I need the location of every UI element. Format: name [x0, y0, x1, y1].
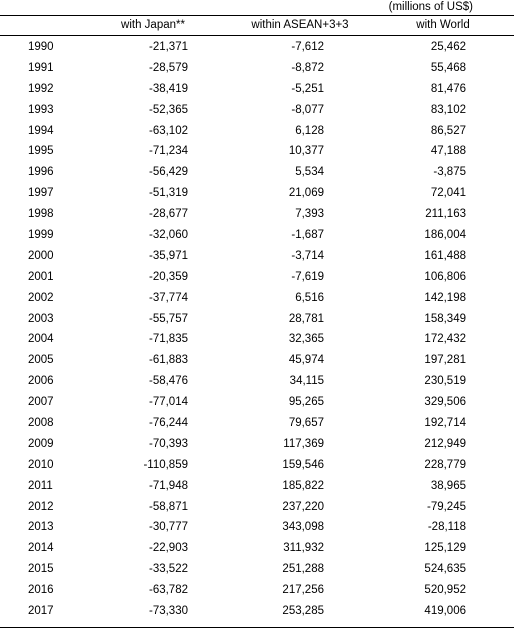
- year-cell: 2012: [28, 500, 54, 513]
- year-cell: 1995: [28, 145, 54, 158]
- with-world-cell: -28,118: [427, 521, 466, 534]
- table-row: [0, 288, 514, 309]
- table-row: [0, 392, 514, 413]
- with-japan-cell: -33,522: [148, 563, 188, 576]
- within-asean-cell: 34,115: [289, 375, 324, 388]
- year-cell: 1994: [28, 124, 54, 137]
- table-row: [0, 538, 514, 559]
- year-cell: 1998: [28, 208, 54, 221]
- year-cell: 2008: [28, 417, 54, 430]
- with-world-cell: 25,462: [430, 41, 466, 53]
- with-world-cell: 47,188: [430, 145, 466, 158]
- within-asean-cell: 7,393: [295, 208, 324, 221]
- with-japan-cell: -58,476: [148, 375, 188, 388]
- within-asean-cell: -7,612: [291, 41, 324, 53]
- within-asean-cell: -8,872: [291, 61, 324, 74]
- table-row: [0, 162, 514, 183]
- table-row: [0, 413, 514, 434]
- with-world-cell: 192,714: [424, 417, 466, 430]
- within-asean-cell: 45,974: [288, 354, 324, 367]
- table-body: [0, 37, 514, 622]
- year-cell: 2004: [28, 333, 54, 346]
- within-asean-cell: 237,220: [282, 500, 324, 513]
- with-japan-cell: -56,429: [148, 166, 188, 179]
- within-asean-cell: 6,128: [295, 124, 324, 137]
- within-asean-cell: 253,285: [282, 605, 324, 618]
- with-japan-cell: -37,774: [148, 291, 188, 304]
- with-world-cell: 419,006: [424, 605, 466, 618]
- year-cell: 2007: [28, 396, 54, 409]
- table-row: [0, 246, 514, 267]
- with-world-cell: 161,488: [424, 249, 466, 262]
- table-row: [0, 37, 514, 58]
- with-world-cell: 212,949: [424, 437, 466, 450]
- with-japan-cell: -58,871: [148, 500, 188, 513]
- with-japan-cell: -73,330: [148, 605, 188, 618]
- with-japan-cell: -28,579: [148, 61, 188, 74]
- table-row: [0, 329, 514, 350]
- year-cell: 2002: [28, 291, 54, 304]
- table-row: [0, 225, 514, 246]
- with-world-cell: 125,129: [424, 542, 466, 555]
- with-japan-cell: -35,971: [148, 249, 188, 262]
- with-japan-cell: -30,777: [148, 521, 188, 534]
- with-world-cell: 211,163: [425, 208, 466, 221]
- year-cell: 2000: [28, 249, 54, 262]
- with-world-cell: 158,349: [424, 312, 466, 325]
- table-row: [0, 100, 514, 121]
- year-cell: 2010: [28, 458, 54, 471]
- with-japan-cell: -71,948: [148, 479, 188, 492]
- within-asean-cell: 185,822: [282, 479, 324, 492]
- with-world-cell: 106,806: [424, 270, 466, 283]
- year-cell: 2009: [28, 437, 54, 450]
- with-japan-cell: -71,835: [148, 333, 188, 346]
- table-row: [0, 476, 514, 497]
- table-row: [0, 601, 514, 622]
- table-row: [0, 204, 514, 225]
- year-cell: 1990: [28, 41, 54, 53]
- with-japan-cell: -22,903: [148, 542, 188, 555]
- within-asean-cell: 6,516: [295, 291, 324, 304]
- year-cell: 2006: [28, 375, 54, 388]
- with-world-cell: 83,102: [430, 103, 466, 116]
- table-row: [0, 141, 514, 162]
- within-asean-cell: 32,365: [288, 333, 324, 346]
- year-cell: 2014: [28, 542, 54, 555]
- with-japan-cell: -63,102: [148, 124, 188, 137]
- within-asean-cell: 343,098: [282, 521, 324, 534]
- table-row: [0, 434, 514, 455]
- table-row: [0, 517, 514, 538]
- with-world-cell: 86,527: [430, 124, 466, 137]
- with-world-cell: 197,281: [424, 354, 466, 367]
- with-world-cell: 172,432: [424, 333, 466, 346]
- column-header-row: [0, 15, 514, 36]
- with-world-cell: 520,952: [424, 584, 466, 597]
- with-japan-cell: -51,319: [148, 187, 188, 200]
- table-row: [0, 183, 514, 204]
- with-japan-cell: -28,677: [148, 208, 188, 221]
- within-asean-cell: 79,657: [288, 417, 324, 430]
- with-japan-cell: -63,782: [148, 584, 188, 597]
- bottom-rule: [0, 627, 514, 628]
- year-cell: 1992: [28, 82, 54, 95]
- within-asean-cell: 95,265: [288, 396, 324, 409]
- year-cell: 2001: [28, 270, 54, 283]
- year-cell: 2017: [28, 605, 54, 618]
- with-world-cell: 81,476: [430, 82, 466, 95]
- table-row: [0, 371, 514, 392]
- table-row: [0, 497, 514, 518]
- within-asean-cell: -3,714: [291, 249, 324, 262]
- within-asean-cell: 117,369: [283, 437, 324, 450]
- year-cell: 2003: [28, 312, 54, 325]
- year-cell: 1999: [28, 229, 54, 242]
- year-cell: 1993: [28, 103, 54, 116]
- within-asean-cell: 159,546: [282, 458, 324, 471]
- within-asean-cell: 5,534: [295, 166, 324, 179]
- within-asean-cell: 217,256: [282, 584, 324, 597]
- with-world-cell: 142,198: [424, 291, 466, 304]
- with-world-cell: 230,519: [424, 375, 466, 388]
- table-row: [0, 455, 514, 476]
- year-cell: 2011: [28, 479, 53, 492]
- with-japan-cell: -38,419: [148, 82, 188, 95]
- year-cell: 2015: [28, 563, 54, 576]
- table-row: [0, 559, 514, 580]
- within-asean-cell: 251,288: [282, 563, 324, 576]
- with-japan-cell: -77,014: [148, 396, 188, 409]
- with-world-cell: -3,875: [433, 166, 466, 179]
- year-cell: 1996: [28, 166, 54, 179]
- table-row: [0, 350, 514, 371]
- with-world-cell: 72,041: [430, 187, 466, 200]
- with-world-cell: 38,965: [430, 479, 466, 492]
- year-cell: 1997: [28, 187, 54, 200]
- units-note: (millions of US$): [388, 1, 473, 13]
- year-cell: 2005: [28, 354, 54, 367]
- with-japan-cell: -76,244: [148, 417, 188, 430]
- with-japan-cell: -20,359: [148, 270, 188, 283]
- with-world-cell: 55,468: [430, 61, 466, 74]
- column-header-with-japan: with Japan**: [121, 19, 185, 31]
- with-japan-cell: -21,371: [148, 41, 188, 53]
- year-cell: 1991: [28, 61, 54, 74]
- table-row: [0, 309, 514, 330]
- table-row: [0, 58, 514, 79]
- within-asean-cell: 21,069: [288, 187, 324, 200]
- with-world-cell: 329,506: [424, 396, 466, 409]
- with-japan-cell: -55,757: [148, 312, 188, 325]
- within-asean-cell: -1,687: [291, 229, 324, 242]
- table-row: [0, 267, 514, 288]
- column-header-with-world: with World: [416, 19, 470, 31]
- with-japan-cell: -32,060: [148, 229, 188, 242]
- with-world-cell: -79,245: [426, 500, 466, 513]
- column-header-within-asean: within ASEAN+3+3: [251, 19, 349, 31]
- units-row: [0, 0, 514, 14]
- year-cell: 2016: [28, 584, 54, 597]
- with-japan-cell: -61,883: [148, 354, 188, 367]
- with-japan-cell: -71,234: [148, 145, 188, 158]
- within-asean-cell: -8,077: [291, 103, 324, 116]
- with-world-cell: 228,779: [424, 458, 466, 471]
- within-asean-cell: 28,781: [288, 312, 324, 325]
- within-asean-cell: -5,251: [291, 82, 324, 95]
- with-world-cell: 186,004: [424, 229, 466, 242]
- within-asean-cell: -7,619: [291, 270, 324, 283]
- with-japan-cell: -70,393: [148, 437, 188, 450]
- with-japan-cell: -52,365: [148, 103, 188, 116]
- table-row: [0, 79, 514, 100]
- table-row: [0, 580, 514, 601]
- within-asean-cell: 10,377: [288, 145, 324, 158]
- with-world-cell: 524,635: [424, 563, 466, 576]
- table-row: [0, 121, 514, 142]
- within-asean-cell: 311,932: [283, 542, 324, 555]
- with-japan-cell: -110,859: [143, 458, 188, 471]
- year-cell: 2013: [28, 521, 54, 534]
